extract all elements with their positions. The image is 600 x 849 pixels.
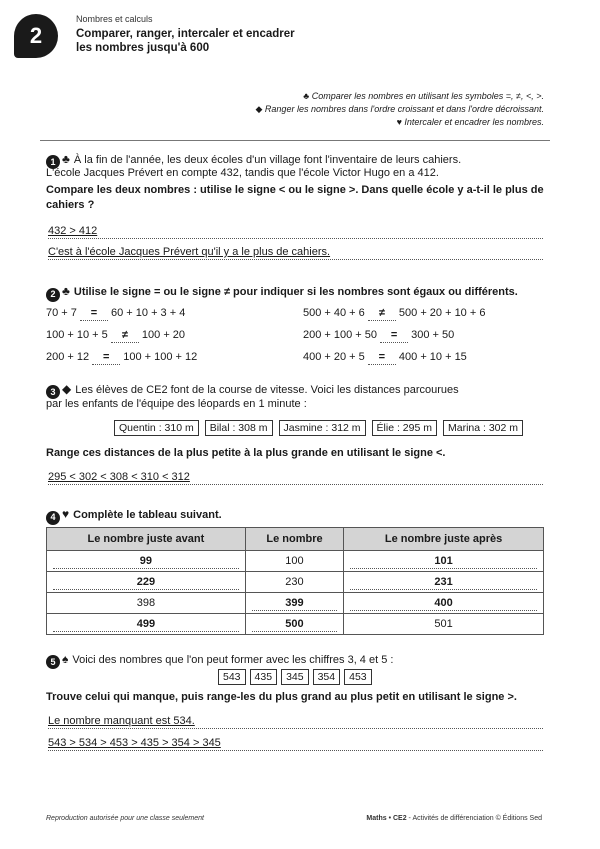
table-cell: 501	[344, 614, 544, 635]
table-row	[47, 614, 544, 635]
table-input[interactable]: 400	[350, 596, 537, 611]
distance-box: Marina : 302 m	[443, 420, 523, 436]
distance-box: Quentin : 310 m	[114, 420, 199, 436]
number-boxes	[218, 669, 372, 685]
number-box: 435	[250, 669, 278, 685]
sign-field[interactable]: ≠	[368, 306, 396, 321]
compare-row: 100 + 10 + 5 ≠ 100 + 20	[46, 329, 186, 341]
ex4-question: 4 ♥ Complète le tableau suivant.	[46, 507, 222, 525]
ex1-number: 1	[46, 155, 60, 169]
compare-row: 70 + 7 = 60 + 10 + 3 + 4	[46, 307, 186, 319]
objective-3: ♥ Intercaler et encadrer les nombres.	[396, 117, 544, 127]
ex1-question: Compare les deux nombres : utilise le signe < ou le signe >. Dans quelle école y a-t-il le plus de cahiers ?	[46, 184, 544, 211]
table-cell: 398	[47, 593, 246, 614]
divider	[40, 140, 550, 141]
sign-field[interactable]: =	[80, 306, 108, 321]
sign-field[interactable]: =	[380, 328, 408, 343]
table-row	[47, 593, 544, 614]
sign-field[interactable]: =	[368, 350, 396, 365]
chapter-category: Nombres et calculs	[76, 14, 153, 24]
number-box: 345	[281, 669, 309, 685]
ex3-text2: par les enfants de l'équipe des léopards en 1 minute :	[46, 398, 307, 410]
ex4-number: 4	[46, 511, 60, 525]
number-box: 354	[313, 669, 341, 685]
numbers-table	[46, 527, 544, 635]
ex3-number: 3	[46, 385, 60, 399]
table-input[interactable]: 99	[53, 554, 239, 569]
table-input[interactable]: 499	[53, 617, 239, 632]
ex3-question: Range ces distances de la plus petite à la plus grande en utilisant le signe <.	[46, 447, 446, 459]
ex2-number: 2	[46, 288, 60, 302]
table-row	[47, 551, 544, 572]
distance-boxes	[114, 420, 523, 436]
club-icon: ♣	[62, 152, 70, 166]
table-input[interactable]: 500	[252, 617, 337, 632]
compare-row: 200 + 12 = 100 + 100 + 12	[46, 351, 198, 363]
ex1-text1: À la fin de l'année, les deux écoles d'un village font l'inventaire de leurs cahiers.	[73, 154, 462, 166]
ex5-answer1[interactable]: Le nombre manquant est 534.	[48, 714, 543, 729]
heart-icon: ♥	[62, 507, 70, 521]
table-cell: 100	[245, 551, 343, 572]
table-header: Le nombre	[245, 528, 343, 551]
chapter-badge: 2	[14, 14, 58, 58]
table-input[interactable]: 229	[53, 575, 239, 590]
sign-field[interactable]: ≠	[111, 328, 139, 343]
distance-box: Élie : 295 m	[372, 420, 437, 436]
compare-row: 200 + 100 + 50 = 300 + 50	[303, 329, 455, 341]
ex2-question: 2 ♣ Utilise le signe = ou le signe ≠ pour indiquer si les nombres sont égaux ou différents.	[46, 284, 518, 302]
footer-copyright: Reproduction autorisée pour une classe seulement	[46, 815, 204, 822]
ex1-text2: L'école Jacques Prévert en compte 432, tandis que l'école Victor Hugo en a 412.	[46, 167, 439, 179]
distance-box: Bilal : 308 m	[205, 420, 273, 436]
footer-publisher: Maths • CE2 - Activités de différenciation © Éditions Sed	[366, 815, 542, 822]
ex1-answer2[interactable]: C'est à l'école Jacques Prévert qu'il y a le plus de cahiers.	[48, 245, 543, 260]
table-cell: 230	[245, 572, 343, 593]
ex5-answer2[interactable]: 543 > 534 > 453 > 435 > 354 > 345	[48, 736, 543, 751]
ex5-number: 5	[46, 655, 60, 669]
compare-row: 400 + 20 + 5 = 400 + 10 + 15	[303, 351, 467, 363]
ex5-question: Trouve celui qui manque, puis range-les du plus grand au plus petit en utilisant le signe >.	[46, 691, 517, 703]
ex3-answer[interactable]: 295 < 302 < 308 < 310 < 312	[48, 470, 543, 485]
table-header: Le nombre juste après	[344, 528, 544, 551]
table-input[interactable]: 101	[350, 554, 537, 569]
ex1-answer1[interactable]: 432 > 412	[48, 224, 543, 239]
distance-box: Jasmine : 312 m	[279, 420, 366, 436]
number-box: 453	[344, 669, 372, 685]
objective-2: ◆ Ranger les nombres dans l'ordre croissant et dans l'ordre décroissant.	[255, 104, 544, 114]
table-row	[47, 572, 544, 593]
table-header: Le nombre juste avant	[47, 528, 246, 551]
table-input[interactable]: 231	[350, 575, 537, 590]
page-title: Comparer, ranger, intercaler et encadrer les nombres jusqu'à 600	[76, 28, 295, 54]
table-input[interactable]: 399	[252, 596, 337, 611]
number-box: 543	[218, 669, 246, 685]
diamond-icon: ◆	[62, 382, 72, 396]
objective-1: ♣ Comparer les nombres en utilisant les symboles =, ≠, <, >.	[303, 91, 544, 101]
compare-row: 500 + 40 + 6 ≠ 500 + 20 + 10 + 6	[303, 307, 486, 319]
club-icon: ♣	[62, 284, 70, 298]
ex5-intro: 5 ♠ Voici des nombres que l'on peut former avec les chiffres 3, 4 et 5 :	[46, 652, 393, 669]
spade-icon: ♠	[62, 652, 69, 666]
sign-field[interactable]: =	[92, 350, 120, 365]
ex3-intro: 3 ◆ Les élèves de CE2 font de la course de vitesse. Voici les distances parcourues	[46, 382, 459, 399]
